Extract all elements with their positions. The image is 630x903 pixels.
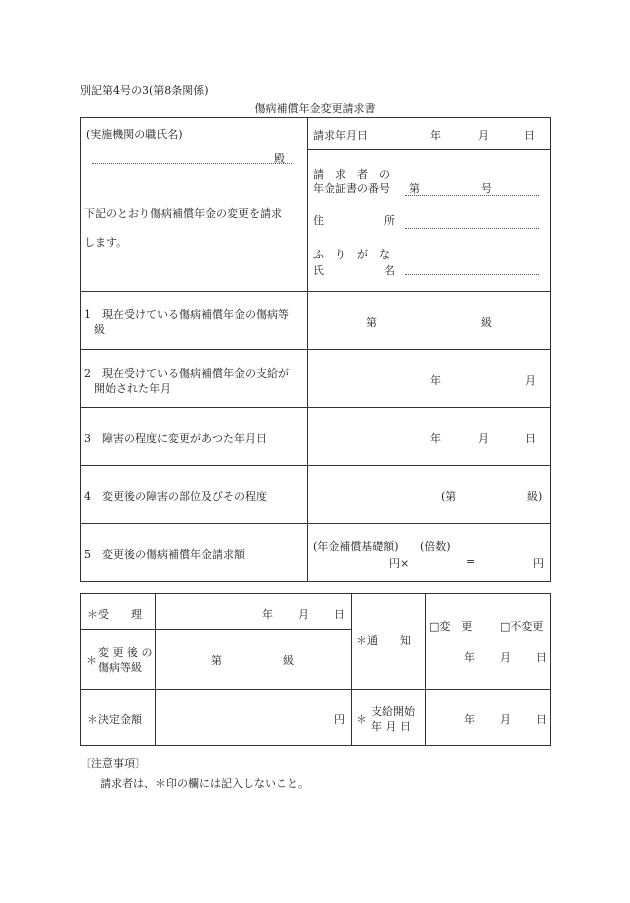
request-date-year[interactable]: 年 [430, 129, 441, 142]
office-use-table [80, 593, 551, 746]
item-5-label: 5 変更後の傷病補償年金請求額 [84, 548, 245, 561]
certificate-number-field[interactable] [405, 195, 539, 196]
no-change-checkbox[interactable]: □不変更 [500, 620, 544, 633]
name-label-2: 名 [384, 264, 395, 277]
grade-kyu[interactable]: 級 [283, 654, 294, 667]
item-5-base-amount-label: (年金補償基礎額) [313, 540, 399, 553]
request-date-label: 請求年月日 [313, 129, 368, 142]
receipt-day[interactable]: 日 [334, 608, 345, 621]
form-reference: 別記第4号の3(第8条関係) [80, 84, 209, 97]
item-5-multiplier-label: (倍数) [420, 540, 451, 553]
decided-amount-label: ＊決定金額 [87, 713, 142, 726]
furigana-label: ふ り が な [313, 248, 390, 261]
grade-label-1: 変 更 後 の [98, 646, 153, 659]
notice-year[interactable]: 年 [464, 651, 475, 664]
address-field[interactable] [405, 228, 539, 229]
item-1-grade-kyu[interactable]: 級 [481, 316, 492, 329]
notice-label: ＊通 知 [356, 634, 411, 647]
name-field[interactable] [405, 274, 539, 275]
honorific: 殿 [274, 152, 285, 165]
start-day[interactable]: 日 [536, 713, 547, 726]
start-year[interactable]: 年 [464, 713, 475, 726]
certificate-label-1: 請 求 者 の [313, 168, 390, 181]
item-4-grade-kyu[interactable]: 級) [527, 490, 543, 503]
item-4-grade-dai[interactable]: (第 [441, 490, 457, 503]
certificate-go: 号 [481, 182, 492, 195]
item-3-month[interactable]: 月 [478, 432, 489, 445]
item-2-month[interactable]: 月 [525, 374, 536, 387]
request-statement-line1: 下記のとおり傷病補償年金の変更を請求 [84, 207, 282, 220]
item-2-year[interactable]: 年 [430, 374, 441, 387]
item-5-equals: = [466, 555, 476, 568]
certificate-dai: 第 [409, 182, 420, 195]
address-label-2: 所 [384, 214, 395, 227]
form-title: 傷病補償年金変更請求書 [254, 102, 376, 115]
request-date-day[interactable]: 日 [524, 129, 535, 142]
notes-heading: 〔注意事項〕 [80, 757, 146, 770]
receipt-month[interactable]: 月 [298, 608, 309, 621]
receipt-label: ＊受 理 [87, 608, 142, 621]
grade-star: ＊ [86, 654, 97, 667]
item-4-label: 4 変更後の障害の部位及びその程度 [84, 490, 267, 503]
item-3-day[interactable]: 日 [525, 432, 536, 445]
item-5-yen-times[interactable]: 円× [389, 557, 410, 570]
item-3-label: 3 障害の程度に変更があつた年月日 [84, 432, 267, 445]
certificate-label-2: 年金証書の番号 [313, 182, 390, 195]
start-label-1: 支給開始 [371, 705, 415, 718]
start-label-2: 年 月 日 [371, 720, 411, 733]
item-1-grade-dai[interactable]: 第 [366, 316, 377, 329]
item-3-year[interactable]: 年 [430, 432, 441, 445]
grade-dai[interactable]: 第 [211, 654, 222, 667]
request-date-month[interactable]: 月 [478, 129, 489, 142]
item-1-label-line2: 級 [94, 323, 105, 336]
notice-day[interactable]: 日 [536, 651, 547, 664]
item-1-label-line1: 1 現在受けている傷病補償年金の傷病等 [84, 308, 289, 321]
change-checkbox[interactable]: □変 更 [429, 620, 473, 633]
agency-label: (実施機関の職氏名) [86, 128, 183, 141]
item-2-label-line2: 開始された年月 [94, 382, 171, 395]
item-2-label-line1: 2 現在受けている傷病補償年金の支給が [84, 367, 289, 380]
notes-text: 請求者は、＊印の欄には記入しないこと。 [100, 777, 309, 790]
request-statement-line2: します。 [84, 236, 128, 249]
grade-label-2: 傷病等級 [98, 661, 142, 674]
agency-name-line[interactable] [92, 163, 292, 164]
item-5-yen[interactable]: 円 [533, 557, 544, 570]
start-star: ＊ [356, 713, 367, 726]
name-label-1: 氏 [313, 264, 324, 277]
receipt-year[interactable]: 年 [262, 608, 273, 621]
address-label-1: 住 [313, 214, 324, 227]
start-month[interactable]: 月 [500, 713, 511, 726]
notice-month[interactable]: 月 [500, 651, 511, 664]
decided-amount-yen[interactable]: 円 [334, 713, 345, 726]
